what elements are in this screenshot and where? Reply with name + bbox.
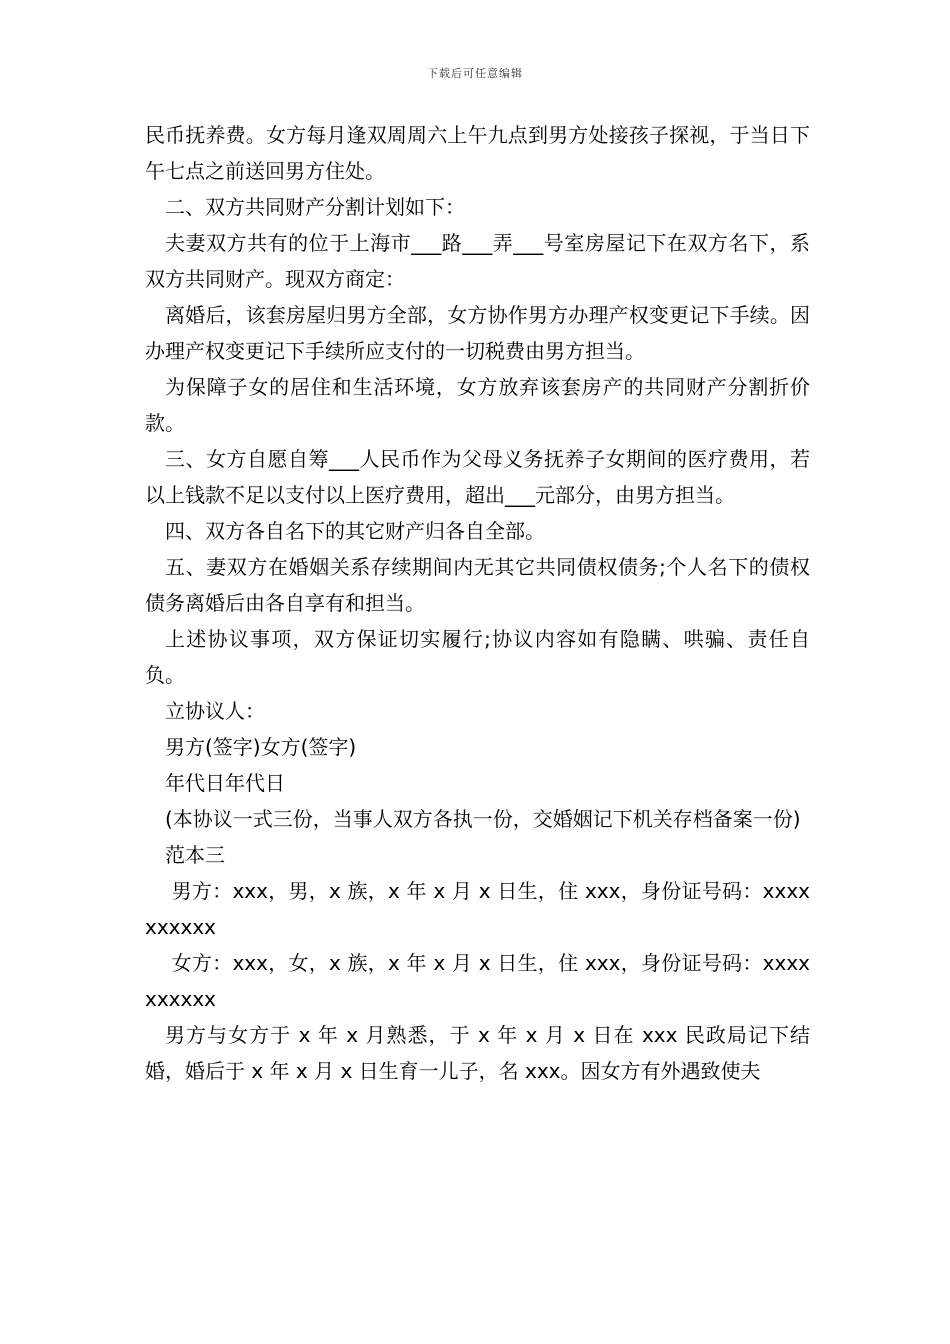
- paragraph: 离婚后，该套房屋归男方全部，女方协作男方办理产权变更记下手续。因办理产权变更记下手续所应支付的一切税费由男方担当。: [145, 303, 810, 363]
- paragraph: 男方(签字)女方(签字): [165, 735, 357, 759]
- paragraph: 男方与女方于 x 年 x 月熟悉，于 x 年 x 月 x 日在 xxx 民政局记下结婚，婚后于 x 年 x 月 x 日生育一儿子，名 xxx。因女方有外遇致使夫: [145, 1023, 810, 1083]
- paragraph: 三、女方自愿自筹___人民币作为父母义务抚养子女期间的医疗费用，若以上钱款不足以支付以上医疗费用，超出___元部分，由男方担当。: [145, 447, 810, 507]
- paragraph: 为保障子女的居住和生活环境，女方放弃该套房产的共同财产分割折价款。: [145, 375, 810, 435]
- paragraph: 年代日年代日: [165, 771, 285, 795]
- page-header: 下载后可任意编辑: [427, 67, 523, 80]
- paragraph: 二、双方共同财产分割计划如下：: [165, 195, 465, 219]
- paragraph: 范本三: [165, 843, 225, 867]
- paragraph: 男方：xxx，男，x 族，x 年 x 月 x 日生，住 xxx，身份证号码：xxxxxxxxxx: [145, 879, 810, 939]
- paragraph: 上述协议事项，双方保证切实履行;协议内容如有隐瞒、哄骗、责任自负。: [145, 627, 810, 687]
- paragraph: 四、双方各自名下的其它财产归各自全部。: [165, 519, 545, 543]
- paragraph: 立协议人：: [165, 699, 265, 723]
- paragraph: (本协议一式三份，当事人双方各执一份，交婚姻记下机关存档备案一份): [165, 807, 801, 831]
- paragraph: 女方：xxx，女，x 族，x 年 x 月 x 日生，住 xxx，身份证号码：xxxxxxxxxx: [145, 951, 810, 1011]
- paragraph: 民币抚养费。女方每月逢双周周六上午九点到男方处接孩子探视，于当日下午七点之前送回男方住处。: [145, 123, 810, 183]
- document-body: [145, 117, 810, 1089]
- paragraph: 五、妻双方在婚姻关系存续期间内无其它共同债权债务;个人名下的债权债务离婚后由各自享有和担当。: [145, 555, 810, 615]
- paragraph: 夫妻双方共有的位于上海市___路___弄___号室房屋记下在双方名下，系双方共同财产。现双方商定：: [145, 231, 810, 291]
